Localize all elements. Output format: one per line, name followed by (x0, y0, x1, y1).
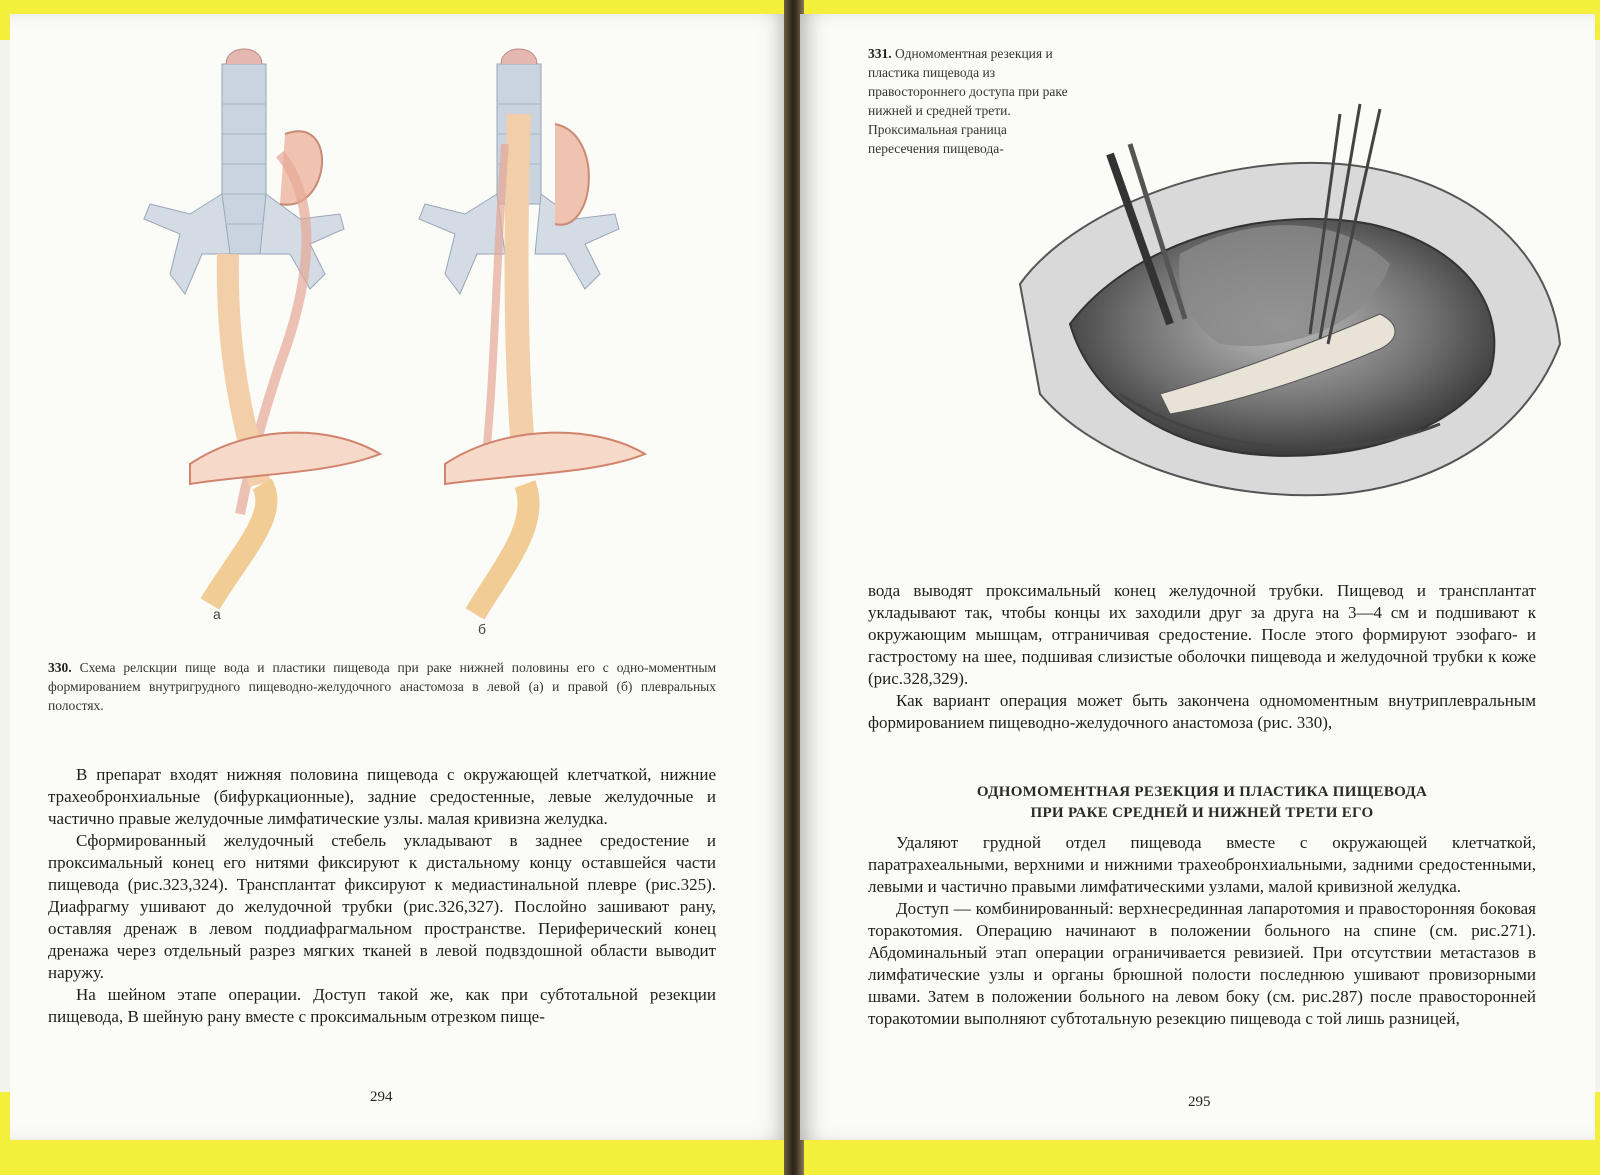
right-body-text-bottom (868, 832, 1536, 1030)
page-number-right: 295 (1188, 1094, 1211, 1110)
heading-line: ОДНОМОМЕНТНАЯ РЕЗЕКЦИЯ И ПЛАСТИКА ПИЩЕВОДА (976, 784, 1428, 800)
right-body-text-top (868, 580, 1536, 734)
figure-330-caption (48, 658, 716, 715)
paragraph: На шейном этапе операции. Доступ такой же, как при субтотальной резекции пищевода, В шейную рану вместе с проксимальным отрезком пище- (48, 985, 716, 1026)
esophagus-resection-diagram (130, 44, 690, 634)
section-heading (868, 782, 1536, 824)
diagram-panel-a (144, 49, 380, 604)
paragraph: вода выводят проксимальный конец желудочной трубки. Пищевод и трансплантат укладывают так, чтобы концы их заходили друг за друга на 3—4 см и подшивают к окружающим мышцам, отграничивая средостение. После этого формируют эзофаго- и гастростому на шее, подшивая слизистые оболочки пищевода и желудочной трубки к коже (рис.328,329). (868, 581, 1536, 688)
page-number-left: 294 (370, 1089, 393, 1105)
figure-label-b: б (478, 621, 487, 637)
caption-number: 330. (48, 660, 72, 675)
figure-label-a: а (213, 606, 221, 622)
paragraph: Удаляют грудной отдел пищевода вместе с окружающей клетчаткой, паратрахеальными, верхними и нижними трахеобронхиальными, задними средостенными, левыми и частично правыми лимфатическими узлами, малой кривизной желудка. (868, 833, 1536, 896)
paragraph: В препарат входят нижняя половина пищевода с окружающей клетчаткой, нижние трахеобронхиальные (бифуркационные), задние средостенные, левые желудочные и частично правые желудочные лимфатические узлы. малая кривизна желудка. (48, 765, 716, 828)
heading-line: ПРИ РАКЕ СРЕДНЕЙ И НИЖНЕЙ ТРЕТИ ЕГО (1030, 805, 1374, 821)
paragraph: Сформированный желудочный стебель укладывают в заднее средостение и проксимальный конец его нитями фиксируют к дистальному концу оставшейся части пищевода (рис.323,324). Трансплантат фиксируют к медиастинальной плевре (рис.325). Диафрагму ушивают до желудочной трубки (рис.326,327). Послойно зашивают рану, оставляя дренаж в левом поддиафрагмальном пространстве. Периферический конец дренажа через отдельный разрез мягких тканей в левой подвздошной области выводит наружу. (48, 831, 716, 982)
left-page (10, 14, 788, 1140)
diagram-panel-b (419, 49, 645, 614)
caption-text: Схема релскции пище вода и пластики пищевода при раке нижней половины его с одно-моментным формированием внутригрудного пищеводно-желудочного анастомоза в левой (а) и правой (б) плевральных полостях. (48, 660, 716, 713)
left-body-text (48, 764, 716, 1028)
caption-text: Одномоментная резекция и пластика пищевода из правостороннего доступа при раке нижней и средней трети. Проксимальная граница пересечения пищевода- (868, 46, 1068, 156)
caption-number: 331. (868, 46, 892, 61)
surgical-field-illustration (1010, 94, 1570, 514)
paragraph: Как вариант операция может быть закончена одномоментным внутриплевральным формированием пищеводно-желудочного анастомоза (рис. 330), (868, 691, 1536, 732)
paragraph: Доступ — комбинированный: верхнесрединная лапаротомия и правосторонняя боковая торакотомия. Операцию начинают в положении больного на спине (см. рис.271). Абдоминальный этап операции ограничивается ревизией. При отсутствии метастазов в лимфатические узлы и органы брюшной полости последнюю ушивают провизорными швами. Затем в положении больного на левом боку (см. рис.287) после правосторонней торакотомии выполняют субтотальную резекцию пищевода с той лишь разницей, (868, 899, 1536, 1028)
right-page (800, 14, 1595, 1140)
